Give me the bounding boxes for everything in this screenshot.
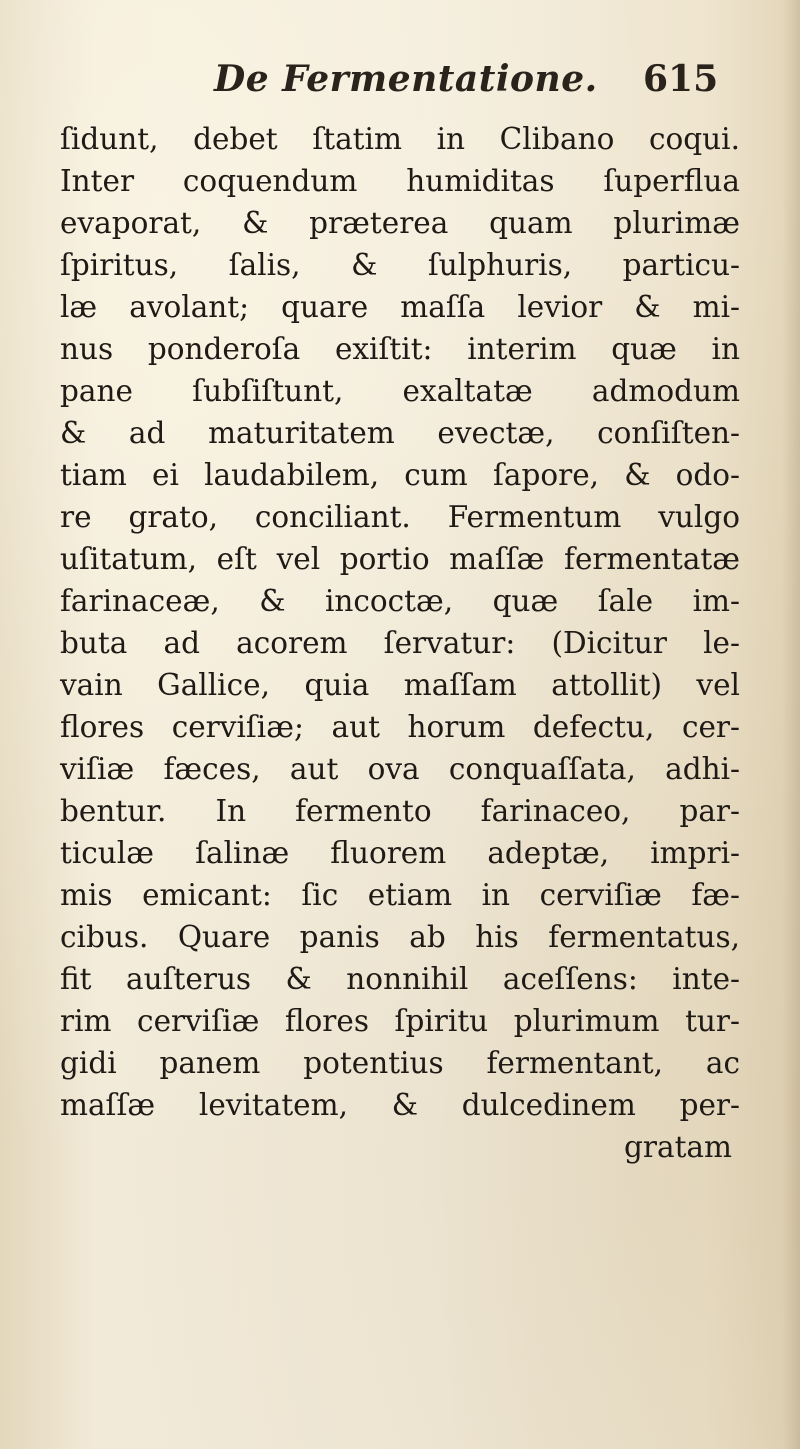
text-line: fit auſterus & nonnihil aceſſens: inte- [60, 962, 740, 996]
text-line: læ avolant; quare maſſa levior & mi- [60, 290, 740, 324]
text-line: gidi panem potentius fermentant, ac [60, 1046, 740, 1080]
text-line: nus ponderoſa exiſtit: interim quæ in [60, 332, 740, 366]
text-line: flores cerviſiæ; aut horum defectu, cer- [60, 710, 740, 744]
text-line: farinaceæ, & incoctæ, quæ ſale im- [60, 584, 740, 618]
text-line: viſiæ fæces, aut ova conquaſſata, adhi- [60, 752, 740, 786]
running-head: De Fermentatione. [214, 58, 598, 100]
text-line: Inter coquendum humiditas ſuperflua [60, 164, 740, 198]
text-line: pane ſubſiſtunt, exaltatæ admodum [60, 374, 740, 408]
page-number: 615 [643, 58, 719, 100]
text-line: buta ad acorem ſervatur: (Dicitur le- [60, 626, 740, 660]
text-line: vain Gallice, quia maſſam attollit) vel [60, 668, 740, 702]
text-line: maſſæ levitatem, & dulcedinem per- [60, 1088, 740, 1122]
page-edge-shadow [782, 0, 800, 1449]
text-line: ticulæ ſalinæ fluorem adeptæ, impri- [60, 836, 740, 870]
text-line: ſpiritus, ſalis, & ſulphuris, particu- [60, 248, 740, 282]
text-line: uſitatum, eſt vel portio maſſæ fermentatæ [60, 542, 740, 576]
text-line: rim cerviſiæ flores ſpiritu plurimum tur- [60, 1004, 740, 1038]
text-line: ſidunt, debet ſtatim in Clibano coqui. [60, 122, 740, 156]
body-text [60, 118, 740, 1168]
text-line: & ad maturitatem evectæ, conſiſten- [60, 416, 740, 450]
text-line: bentur. In fermento farinaceo, par- [60, 794, 740, 828]
text-line: re grato, conciliant. Fermentum vulgo [60, 500, 740, 534]
text-line: mis emicant: ſic etiam in cerviſiæ fæ- [60, 878, 740, 912]
text-line: cibus. Quare panis ab his fermentatus, [60, 920, 740, 954]
text-line: evaporat, & præterea quam plurimæ [60, 206, 740, 240]
page-header [0, 58, 800, 118]
catchword: gratam [624, 1130, 732, 1164]
text-line: tiam ei laudabilem, cum ſapore, & odo- [60, 458, 740, 492]
